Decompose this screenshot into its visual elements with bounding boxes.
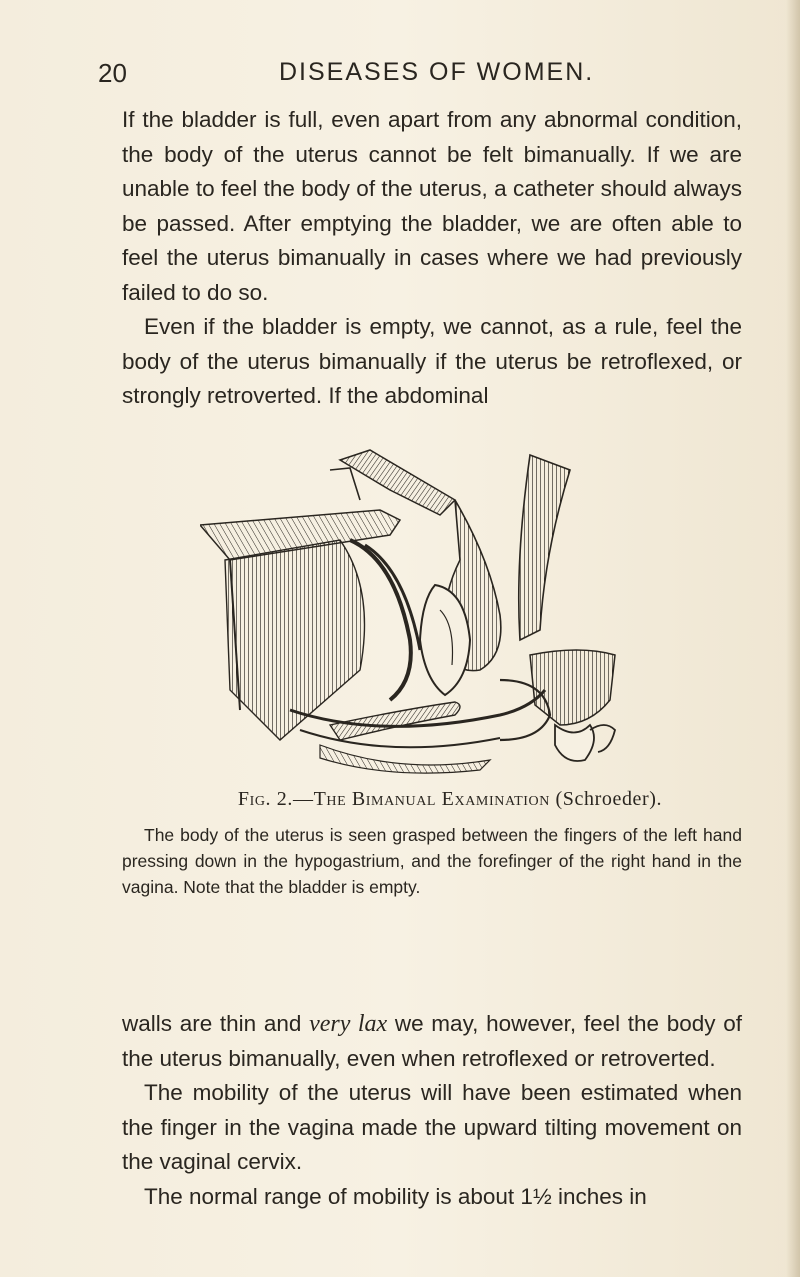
figure-title: The Bimanual Examination [313,788,550,810]
figure-caption-body: The body of the uterus is seen grasped between the fingers of the left hand pressing down in the hypogastrium, and the forefinger of the right hand in the vagina. Note that the bladder is empty. [122,825,742,897]
running-title: DISEASES OF WOMEN. [279,58,595,86]
page-number: 20 [98,58,127,88]
paragraph-3-start: walls are thin and [122,1011,310,1036]
figure-caption-title: Fig. 2.—The Bimanual Examination (Schroeder). [237,788,663,810]
emphasis-very-lax: very lax [309,1011,388,1037]
paragraph-1: If the bladder is full, even apart from any abnormal condition, the body of the uterus cannot be felt bimanually. If we are unable to feel the body of the uterus, a catheter should always be passed. After emptying the bladder, we are often able to feel the uterus bimanually in cases where we had previously failed to do so. [122,107,742,305]
paragraph-3-end: we may, however, feel the body of the uterus bimanually, even when retroflexed or retroverted. [122,1011,742,1071]
paragraph-5: The normal range of mobility is about 1½ inches in [144,1183,647,1209]
paragraph-2: Even if the bladder is empty, we cannot, as a rule, feel the body of the uterus bimanually if the uterus be retroflexed, or strongly retroverted. If the abdominal [122,314,742,408]
paragraph-3 [122,1007,742,1076]
body-text-top [122,103,742,414]
figure-source: (Schroeder). [555,788,663,810]
body-text-bottom [122,1007,742,1214]
anatomical-illustration [200,440,620,780]
page-edge-shadow [786,0,800,1277]
paragraph-4: The mobility of the uterus will have been estimated when the finger in the vagina made the upward tilting movement on the vaginal cervix. [122,1080,742,1174]
figure-label: Fig. 2. [237,788,293,810]
bimanual-examination-drawing [200,440,620,780]
